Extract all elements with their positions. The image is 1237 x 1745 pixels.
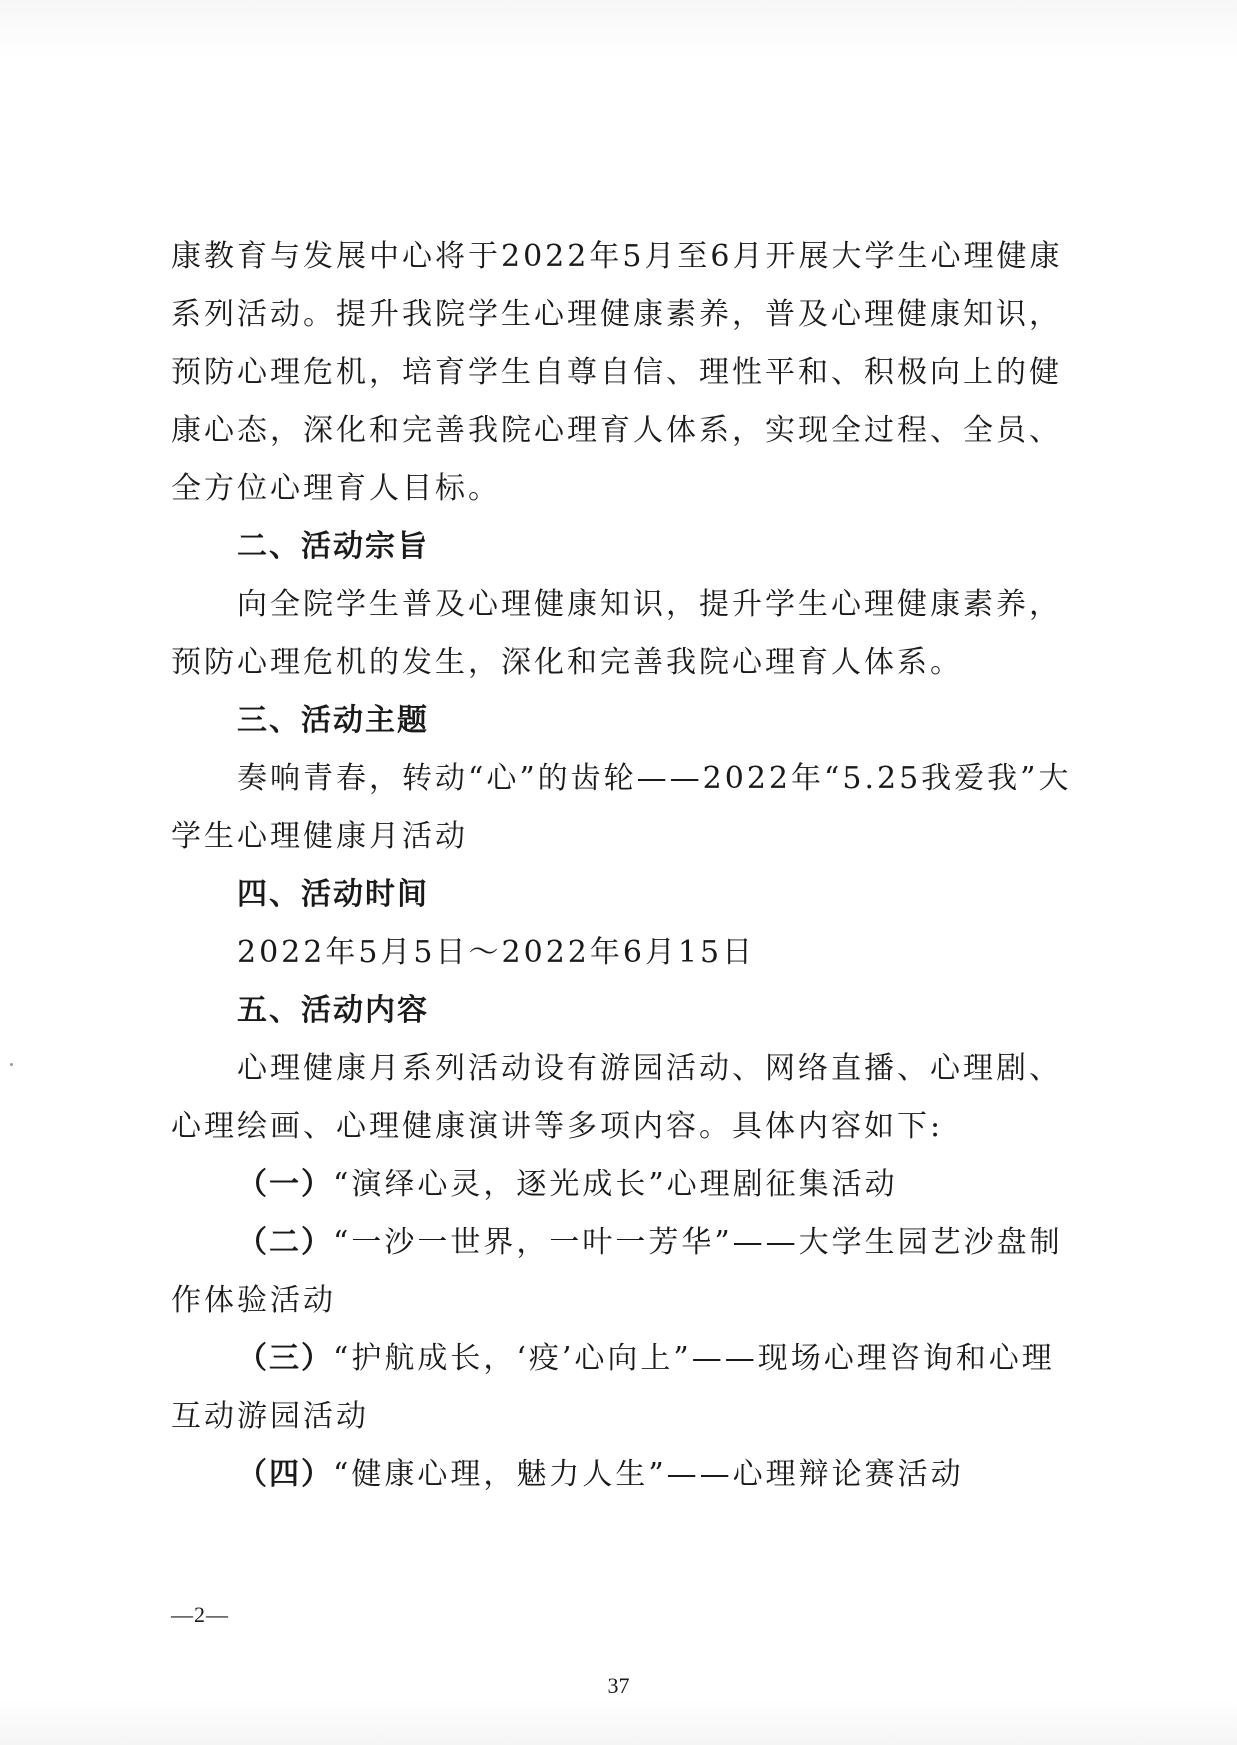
list-item [171, 1214, 1086, 1330]
page-marker: —2— [171, 1602, 229, 1627]
heading-theme: 三、活动主题 [237, 703, 429, 738]
paragraph-intro: 康教育与发展中心将于2022年5月至6月开展大学生心理健康系列活动。提升我院学生心理健康素养，普及心理健康知识，预防心理危机，培育学生自尊自信、理性平和、积极向上的健康心态，深化和完善我院心理育人体系，实现全过程、全员、全方位心理育人目标。 [171, 239, 1063, 506]
paragraph-time: 2022年5月5日～2022年6月15日 [237, 935, 756, 970]
list-item-number: （三） [237, 1341, 333, 1376]
paragraph-purpose: 向全院学生普及心理健康知识，提升学生心理健康素养，预防心理危机的发生，深化和完善我院心理育人体系。 [171, 587, 1062, 680]
list-item [171, 1446, 1086, 1504]
list-item-number: （四） [237, 1457, 333, 1492]
document-body [171, 228, 1086, 1504]
list-item [171, 1156, 1086, 1214]
list-item-text: “护航成长，‘疫’心向上”——现场心理咨询和心理互动游园活动 [171, 1341, 1055, 1434]
list-item-text: “一沙一世界，一叶一芳华”——大学生园艺沙盘制作体验活动 [171, 1225, 1063, 1318]
list-item-number: （二） [237, 1225, 333, 1260]
paragraph-content: 心理健康月系列活动设有游园活动、网络直播、心理剧、心理绘画、心理健康演讲等多项内容。具体内容如下: [171, 1051, 1062, 1144]
list-item-number: （一） [237, 1167, 333, 1202]
page-number: 37 [607, 1673, 630, 1698]
heading-purpose: 二、活动宗旨 [237, 529, 429, 564]
heading-content: 五、活动内容 [237, 993, 429, 1028]
heading-time: 四、活动时间 [237, 877, 429, 912]
list-item-text: “演绎心灵，逐光成长”心理剧征集活动 [333, 1167, 898, 1202]
list-item [171, 1330, 1086, 1446]
paragraph-theme: 奏响青春，转动“心”的齿轮——2022年“5.25我爱我”大学生心理健康月活动 [171, 761, 1072, 854]
scan-speck [10, 1063, 13, 1066]
list-item-text: “健康心理，魅力人生”——心理辩论赛活动 [333, 1457, 964, 1492]
